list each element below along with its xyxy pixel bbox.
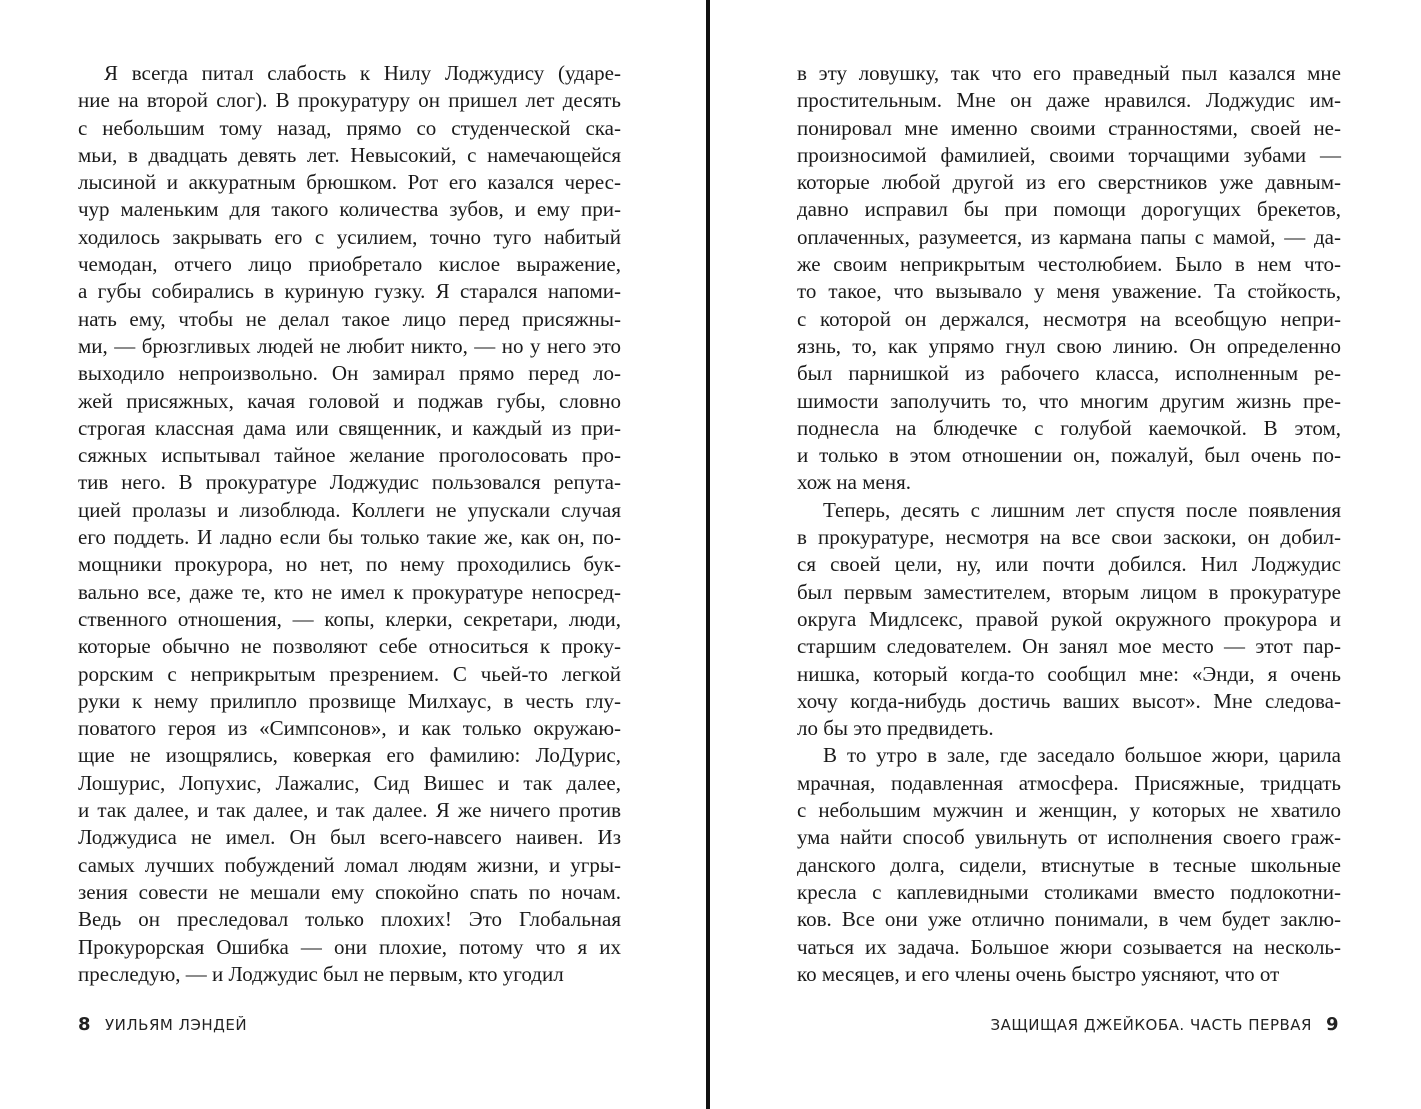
page-number-left: 8 [78, 1014, 92, 1035]
text-line: ума найти способ увильнуть от исполнения своего граж- [797, 825, 1341, 850]
text-line: его поддеть. И ладно если бы только такие же, как он, по- [78, 525, 621, 550]
text-line: Лошурис, Лопухис, Лажалис, Сид Вишес и так далее, [78, 770, 621, 795]
book-spine-divider [706, 0, 710, 1109]
text-line: мощники прокурора, но нет, по нему проходились бук- [78, 552, 621, 577]
text-line: ственного отношения, — копы, клерки, секретари, люди, [78, 606, 621, 631]
text-line: Ведь он преследовал только плохих! Это Глобальная [78, 907, 621, 932]
text-line: которые любой другой из его сверстников уже давным- [797, 170, 1341, 195]
text-line: и только в этом отношении он, пожалуй, был очень по- [797, 443, 1341, 468]
text-line: строгая классная дама или священник, и каждый из при- [78, 415, 621, 440]
text-line: ко месяцев, и его члены очень быстро уясняют, что от [797, 961, 1280, 986]
running-head-author: УИЛЬЯМ ЛЭНДЕЙ [105, 1016, 248, 1034]
text-line: тив него. В прокуратуре Лоджудис пользовался репута- [78, 470, 621, 495]
text-line: понировал мне именно своими странностями, своей не- [797, 115, 1341, 140]
text-line: щие не изощрялись, коверкая его фамилию: ЛоДурис, [78, 743, 621, 768]
text-line: то такое, что вызывало у меня уважение. Та стойкость, [797, 279, 1341, 304]
text-line: язнь, то, как упрямо гнул свою линию. Он определенно [797, 333, 1341, 358]
text-line: ся своей цели, ну, или почти добился. Нил Лоджудис [797, 552, 1341, 577]
text-line: произносимой фамилией, своими торчащими зубами — [797, 142, 1341, 167]
text-line: поднесла на блюдечке с голубой каемочкой. В этом, [797, 415, 1341, 440]
text-line: в прокуратуре, несмотря на все свои заскоки, он добил- [797, 525, 1341, 550]
text-line: Я всегда питал слабость к Нилу Лоджудису (ударе- [104, 61, 621, 85]
text-line: и так далее, и так далее, и так далее. Я же ничего против [78, 798, 621, 823]
text-line: сяжных испытывал тайное желание проголосовать про- [78, 443, 621, 468]
text-line: Лоджудиса не имел. Он был всего-навсего наивен. Из [78, 825, 621, 850]
text-line: чур маленьким для такого количества зубов, и ему при- [78, 197, 621, 222]
text-line: самых лучших побуждений ломал людям жизни, и угры- [78, 852, 621, 877]
left-page-footer [78, 1014, 247, 1035]
running-head-title: ЗАЩИЩАЯ ДЖЕЙКОБА. ЧАСТЬ ПЕРВАЯ [990, 1016, 1312, 1034]
left-page-body-text [78, 60, 621, 988]
text-line: вально все, даже те, кто не имел к прокуратуре непосред- [78, 579, 621, 604]
text-line: ми, — брюзгливых людей не любит никто, — но у него это [78, 333, 621, 358]
text-line: хочу когда-нибудь достичь ваших высот». Мне следова- [797, 688, 1341, 713]
text-line: был парнишкой из рабочего класса, исполненным ре- [797, 361, 1341, 386]
text-line: поватого героя из «Симпсонов», и как только окружаю- [78, 716, 621, 741]
text-line: преследую, — и Лоджудис был не первым, кто угодил [78, 961, 564, 986]
text-line: рорским с неприкрытым презрением. С чьей-то легкой [78, 661, 621, 686]
right-page-footer [990, 1014, 1339, 1035]
left-page [0, 0, 707, 1109]
text-line: округа Мидлсекс, правой рукой окружного прокурора и [797, 606, 1341, 631]
text-line: мрачная, подавленная атмосфера. Присяжные, тридцать [797, 770, 1341, 795]
text-line: нать ему, чтобы не делал такое лицо перед присяжны- [78, 306, 621, 331]
text-line: чемодан, отчего лицо приобретало кислое выражение, [78, 252, 621, 277]
text-line: давно исправил бы при помощи дорогущих брекетов, [797, 197, 1341, 222]
text-line: лысиной и аккуратным брюшком. Рот его казался черес- [78, 170, 621, 195]
text-line: руки к нему прилипло прозвище Милхаус, в честь глу- [78, 688, 621, 713]
text-line: которые обычно не позволяют себе относиться к проку- [78, 634, 621, 659]
text-line: простительным. Мне он даже нравился. Лоджудис им- [797, 88, 1341, 113]
text-line: оплаченных, разумеется, из кармана папы с мамой, — да- [797, 224, 1341, 249]
text-line: старшим следователем. Он занял мое место — этот пар- [797, 634, 1341, 659]
text-line: выходило непроизвольно. Он замирал прямо перед ло- [78, 361, 621, 386]
text-line: был первым заместителем, вторым лицом в прокуратуре [797, 579, 1341, 604]
text-line: Теперь, десять с лишним лет спустя после появления [823, 497, 1341, 522]
text-line: в эту ловушку, так что его праведный пыл казался мне [797, 61, 1341, 85]
text-line: ло бы это предвидеть. [797, 716, 994, 741]
text-line: ние на второй слог). В прокуратуру он пришел лет десять [78, 88, 621, 113]
text-line: зения совести не мешали ему спокойно спать по ночам. [78, 879, 621, 904]
text-line: цией пролазы и лизоблюда. Коллеги не упускали случая [78, 497, 621, 522]
text-line: с небольшим тому назад, прямо со студенческой ска- [78, 115, 621, 140]
text-line: шимости заполучить то, что многим другим жизнь пре- [797, 388, 1341, 413]
text-line: чаться их задача. Большое жюри созывается на несколь- [797, 934, 1341, 959]
text-line: жей присяжных, качая головой и поджав губы, словно [78, 388, 621, 413]
text-line: хож на меня. [797, 470, 912, 495]
text-line: В то утро в зале, где заседало большое жюри, царила [823, 743, 1341, 768]
text-line: кресла с каплевидными столиками вместо подлокотни- [797, 879, 1341, 904]
right-page [711, 0, 1421, 1109]
text-line: ков. Все они уже отлично понимали, в чем будет заклю- [797, 907, 1341, 932]
right-page-body-text [797, 60, 1341, 988]
text-line: с небольшим мужчин и женщин, у которых не хватило [797, 798, 1341, 823]
text-line: мьи, в двадцать девять лет. Невысокий, с намечающейся [78, 142, 621, 167]
text-line: а губы собирались в куриную гузку. Я старался напоми- [78, 279, 621, 304]
text-line: нишка, который когда-то сообщил мне: «Энди, я очень [797, 661, 1341, 686]
page-number-right: 9 [1325, 1014, 1339, 1035]
text-line: ходилось закрывать его с усилием, точно туго набитый [78, 224, 621, 249]
text-line: с которой он держался, несмотря на всеобщую непри- [797, 306, 1341, 331]
text-line: Прокурорская Ошибка — они плохие, потому что я их [78, 934, 621, 959]
text-line: же своим неприкрытым честолюбием. Было в нем что- [797, 252, 1341, 277]
text-line: данского долга, сидели, втиснутые в тесные школьные [797, 852, 1341, 877]
